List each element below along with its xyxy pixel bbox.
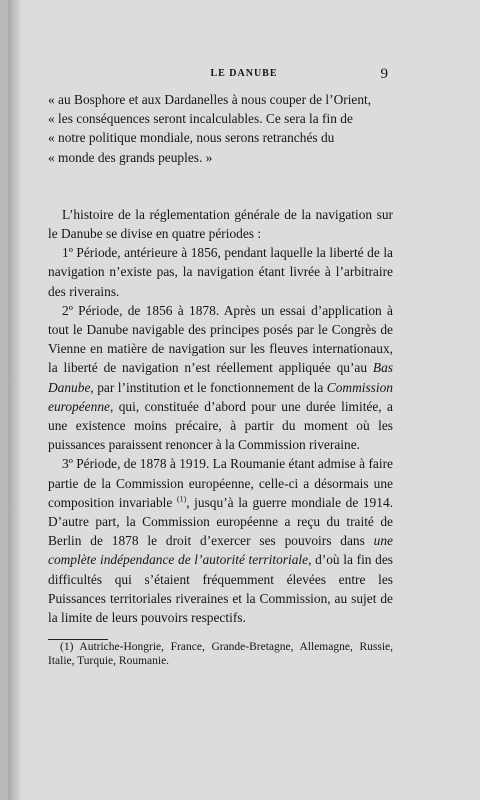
period-3-text-a: 3º Période, de 1878 à 1919. La Roumanie étant admise à faire partie de la Commission européenne, celle-ci a désormais une composition invariable (48, 456, 393, 510)
period-3-text-b: , jusqu’à la guerre mondiale de 1914. D’autre part, la Commission européenne a reçu du traité de Berlin de 1878 le droit d’exercer ses pouvoirs dans (48, 494, 393, 549)
intro-paragraph: L’histoire de la réglementation générale de la navigation sur le Danube se divise en quatre périodes : (48, 206, 393, 242)
period-2-text-c: , par l’institution et le fonctionnement de la (90, 379, 327, 395)
page-number: 9 (380, 66, 388, 82)
period-2-paragraph (48, 301, 393, 455)
commission-europeenne-italic: Commission européenne (48, 379, 393, 414)
quote-line: « les conséquences seront incalculables. Ce sera la fin de (48, 111, 353, 127)
period-3-text-d: , d’où la fin des difficultés qui s’étaient fréquemment élevées entre les Puissances territoriales riveraines et la Commission, au sujet de la limite de leurs pouvoirs respectifs. (48, 552, 393, 626)
book-page (8, 0, 480, 800)
independance-italic: une complète indépendance de l’autorité territoriale (48, 533, 393, 568)
quote-line: « au Bosphore et aux Dardanelles à nous couper de l’Orient, (48, 92, 372, 107)
bas-danube-italic: Bas Danube (48, 360, 393, 395)
quote-line: « monde des grands peuples. » (48, 149, 213, 165)
period-2-text-e: , qui, constituée d’abord pour une durée limitée, a une existence moins précaire, à partir du moment où les puissances paraissent renoncer à la Commission riveraine. (48, 398, 393, 453)
page-body (48, 90, 393, 668)
period-1-paragraph: 1º Période, antérieure à 1856, pendant laquelle la liberté de la navigation n’existe pas, la navigation étant livrée à l’arbitraire des riverains. (48, 245, 393, 299)
footnote: (1) Autriche-Hongrie, France, Grande-Bretagne, Allemagne, Russie, Italie, Turquie, Roumanie. (48, 641, 393, 668)
running-head: LE DANUBE (210, 68, 278, 79)
footnote-marker: (1) (176, 494, 187, 504)
quote-block (48, 90, 393, 167)
quote-line: « notre politique mondiale, nous serons retranchés du (48, 130, 335, 146)
period-2-text-a: 2º Période, de 1856 à 1878. Après un essai d’application à tout le Danube navigable des principes posés par le Congrès de Vienne en matière de navigation sur les fleuves internationaux, la liberté de navigation n’est réellement appliquée qu’au (48, 302, 393, 376)
page-header (8, 66, 480, 86)
period-3-paragraph (48, 454, 393, 627)
